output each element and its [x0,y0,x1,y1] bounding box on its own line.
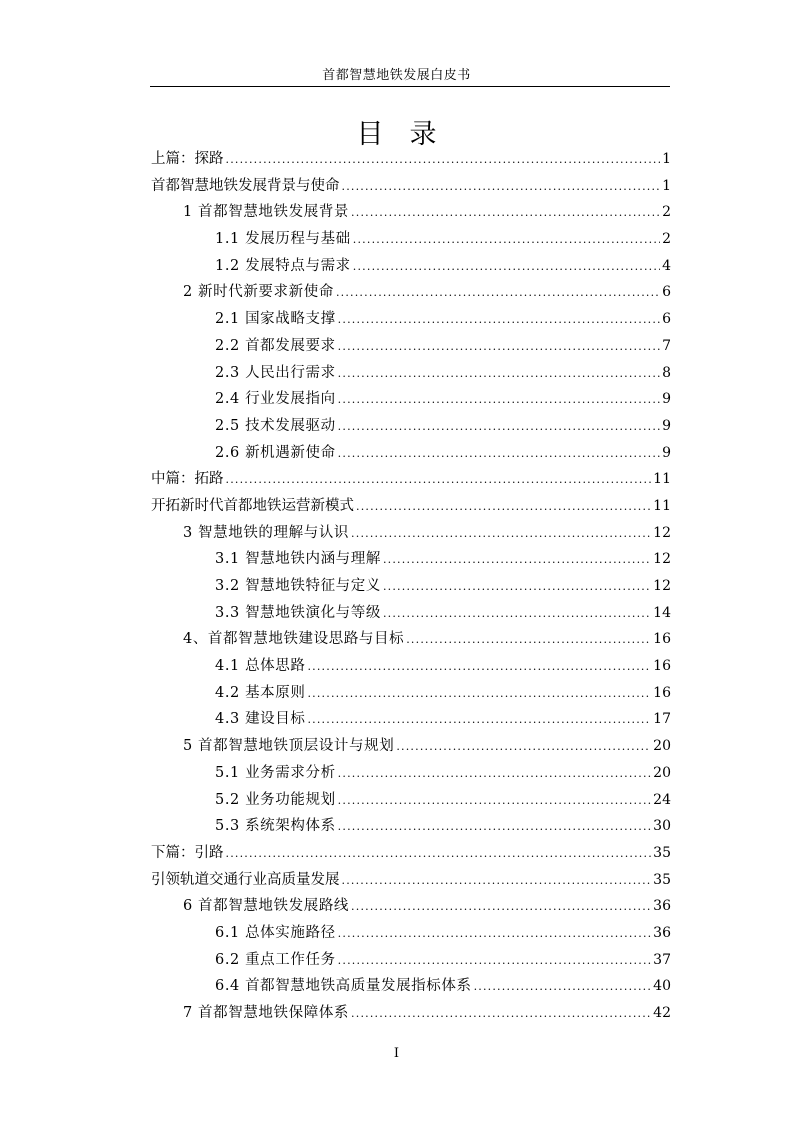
toc-entry-page: 1 [662,151,671,167]
dot-leader [351,1001,651,1028]
toc-entry-page: 17 [653,711,671,728]
toc-entry-page: 8 [662,364,671,381]
toc-entry-label: 下篇：引路 [151,844,224,861]
dot-leader [307,681,651,708]
dot-leader [338,948,652,975]
toc-entry-page: 7 [662,337,671,354]
dot-leader [396,734,651,761]
dot-leader [356,494,651,521]
dot-leader [338,788,652,815]
toc-entry[interactable] [151,626,671,653]
toc-entry[interactable] [151,173,671,200]
dot-leader [383,547,651,574]
toc-entry-page: 12 [653,578,671,594]
toc-entry[interactable] [151,279,671,306]
toc-entry-label: 2 新时代新要求新使命 [183,284,334,301]
toc-entry[interactable] [151,867,671,894]
toc-entry-page: 16 [653,631,671,648]
toc-entry-page: 12 [653,524,671,541]
page-number: I [393,1046,400,1061]
toc-entry[interactable] [151,466,671,493]
toc-entry[interactable] [151,947,671,974]
toc-entry-label: 4.3 建设目标 [215,711,306,728]
toc-entry-label: 1.2 发展特点与需求 [215,257,351,274]
dot-leader [338,387,660,414]
toc-entry-label: 3 智慧地铁的理解与认识 [183,524,350,541]
dot-leader [338,414,660,441]
dot-leader [351,894,651,921]
toc-entry-page: 37 [653,951,671,968]
dot-leader [353,254,660,281]
dot-leader [342,174,661,201]
toc-entry-label: 首都智慧地铁发展背景与使命 [151,177,340,194]
table-of-contents [151,146,671,1027]
toc-entry-page: 36 [653,898,671,915]
toc-entry-page: 24 [653,791,671,808]
toc-entry-label: 4.2 基本原则 [215,684,306,701]
toc-entry-label: 4、首都智慧地铁建设思路与目标 [183,631,405,648]
toc-entry[interactable] [151,253,671,280]
toc-entry-page: 1 [662,177,671,194]
toc-entry[interactable] [151,333,671,360]
toc-entry-page: 16 [653,658,671,675]
toc-entry[interactable] [151,787,671,814]
toc-entry-label: 6.2 重点工作任务 [215,951,336,968]
toc-entry[interactable] [151,813,671,840]
toc-entry[interactable] [151,386,671,413]
dot-leader [406,627,651,654]
toc-entry[interactable] [151,146,671,173]
toc-entry-page: 9 [662,444,671,461]
toc-title: 目录 [356,119,463,150]
dot-leader [307,707,651,734]
toc-entry-label: 3.3 智慧地铁演化与等级 [215,604,381,621]
toc-entry-page: 40 [653,978,671,995]
toc-entry-label: 6 首都智慧地铁发展路线 [183,898,350,915]
dot-leader [353,227,660,254]
toc-entry-label: 5.1 业务需求分析 [215,764,336,781]
toc-entry-label: 上篇：探路 [151,151,224,167]
toc-entry-label: 1 首都智慧地铁发展背景 [183,204,350,221]
toc-entry[interactable] [151,706,671,733]
toc-entry[interactable] [151,493,671,520]
toc-entry[interactable] [151,920,671,947]
toc-entry-label: 6.1 总体实施路径 [215,924,336,941]
dot-leader [351,521,651,548]
toc-entry-label: 4.1 总体思路 [215,658,306,675]
toc-entry-page: 36 [653,924,671,941]
toc-entry-label: 2.1 国家战略支撑 [215,311,336,328]
toc-entry[interactable] [151,440,671,467]
toc-entry-label: 引领轨道交通行业高质量发展 [151,871,340,888]
toc-entry-label: 5 首都智慧地铁顶层设计与规划 [183,738,395,755]
dot-leader [351,200,660,227]
dot-leader [336,280,660,307]
toc-entry[interactable] [151,733,671,760]
running-header: 首都智慧地铁发展白皮书 [322,68,471,83]
toc-entry-page: 9 [662,391,671,408]
toc-entry-page: 6 [662,311,671,328]
toc-entry-label: 5.3 系统架构体系 [215,818,336,835]
toc-entry[interactable] [151,893,671,920]
toc-entry-page: 35 [653,871,671,888]
dot-leader [338,921,652,948]
toc-entry[interactable] [151,520,671,547]
toc-entry-label: 2.6 新机遇新使命 [215,444,336,461]
toc-entry[interactable] [151,653,671,680]
toc-entry[interactable] [151,306,671,333]
toc-entry-page: 30 [653,818,671,835]
toc-entry-label: 3.2 智慧地铁特征与定义 [215,578,381,594]
toc-entry[interactable] [151,413,671,440]
toc-entry-label: 6.4 首都智慧地铁高质量发展指标体系 [215,978,472,995]
toc-entry-label: 5.2 业务功能规划 [215,791,336,808]
toc-entry-label: 2.5 技术发展驱动 [215,417,336,434]
dot-leader [383,574,651,601]
toc-entry-page: 42 [653,1005,671,1021]
toc-entry-page: 14 [653,604,671,621]
toc-entry-label: 1.1 发展历程与基础 [215,231,351,248]
toc-entry-page: 20 [653,764,671,781]
dot-leader [338,814,652,841]
toc-entry-page: 2 [662,231,671,248]
dot-leader [307,654,651,681]
toc-entry-page: 6 [662,284,671,301]
toc-entry-label: 3.1 智慧地铁内涵与理解 [215,551,381,568]
dot-leader [338,307,660,334]
toc-entry-page: 11 [653,471,671,488]
toc-entry-label: 2.3 人民出行需求 [215,364,336,381]
toc-entry[interactable] [151,680,671,707]
toc-entry-page: 4 [662,257,671,274]
header-rule [150,86,670,87]
toc-entry[interactable] [151,546,671,573]
dot-leader [342,868,652,895]
toc-entry-label: 中篇：拓路 [151,471,224,488]
toc-entry-page: 16 [653,684,671,701]
toc-entry[interactable] [151,360,671,387]
toc-entry-page: 20 [653,738,671,755]
toc-entry[interactable] [151,760,671,787]
toc-entry-label: 开拓新时代首都地铁运营新模式 [151,497,354,514]
toc-entry[interactable] [151,1000,671,1027]
dot-leader [383,601,651,628]
toc-entry-label: 2.4 行业发展指向 [215,391,336,408]
toc-entry-label: 2.2 首都发展要求 [215,337,336,354]
toc-entry[interactable] [151,600,671,627]
toc-entry[interactable] [151,573,671,600]
toc-entry-label: 7 首都智慧地铁保障体系 [183,1005,350,1021]
dot-leader [338,334,660,361]
dot-leader [338,361,660,388]
dot-leader [226,147,661,174]
toc-entry[interactable] [151,226,671,253]
dot-leader [338,441,660,468]
dot-leader [338,761,652,788]
toc-entry-page: 11 [653,497,671,514]
toc-entry-page: 2 [662,204,671,221]
dot-leader [226,467,652,494]
toc-entry[interactable] [151,973,671,1000]
toc-entry[interactable] [151,840,671,867]
toc-entry-page: 35 [653,844,671,861]
toc-entry[interactable] [151,199,671,226]
dot-leader [474,974,652,1001]
dot-leader [226,841,652,868]
toc-entry-page: 12 [653,551,671,568]
toc-entry-page: 9 [662,417,671,434]
